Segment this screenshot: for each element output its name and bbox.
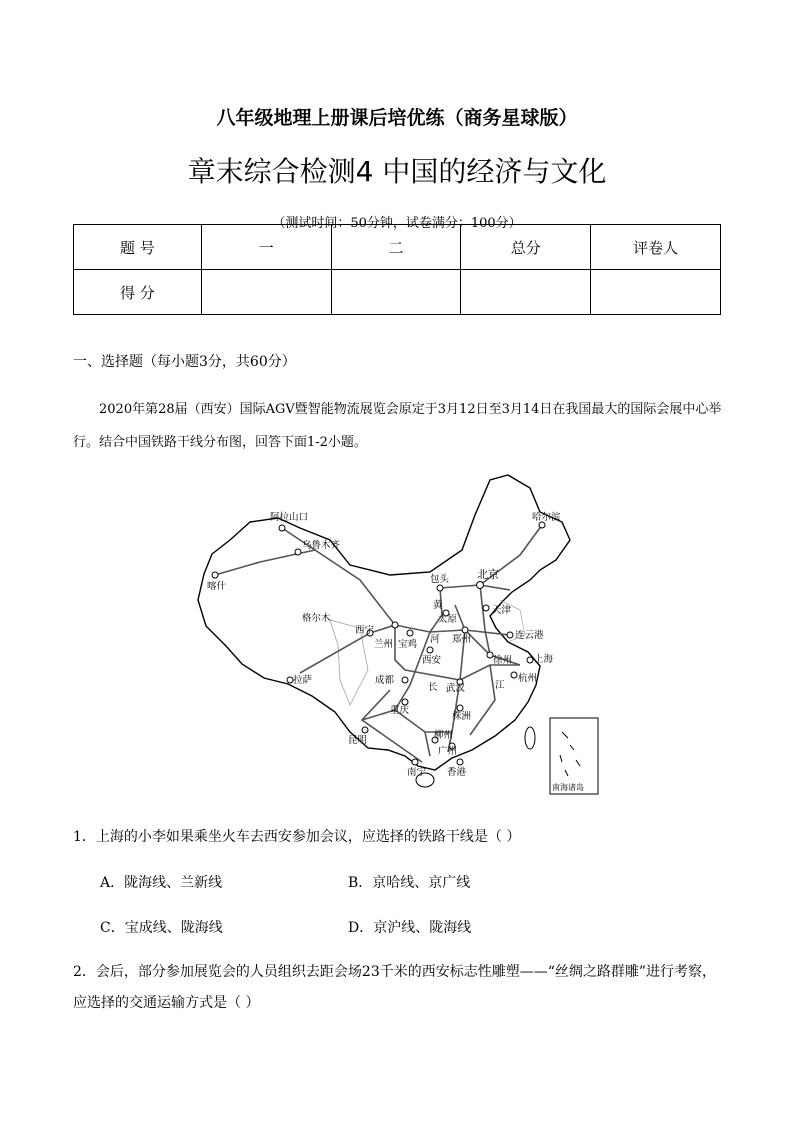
inset-label: 南海诸岛 xyxy=(552,783,584,792)
option-a[interactable]: A．陇海线、兰新线 xyxy=(100,875,223,891)
china-outline xyxy=(198,475,570,770)
city-label: 西宁 xyxy=(355,625,375,636)
table-row xyxy=(74,225,721,270)
city-label: 徐州 xyxy=(493,655,513,666)
city-label: 杭州 xyxy=(518,673,538,684)
page-title: 章末综合检测4 中国的经济与文化 xyxy=(187,155,607,188)
city-label: 宝鸡 xyxy=(398,639,418,650)
city-label: 上海 xyxy=(534,654,554,665)
score-input-cell[interactable] xyxy=(461,270,591,315)
city-label: 成都 xyxy=(375,675,395,686)
region-char: 江 xyxy=(495,680,505,691)
score-input-cell[interactable] xyxy=(201,270,331,315)
region-char: 黄 xyxy=(433,600,443,611)
city-label: 广州 xyxy=(438,746,458,757)
region-char: 河 xyxy=(430,634,440,645)
city-label: 柳州 xyxy=(434,730,454,741)
score-table xyxy=(73,224,721,315)
table-cell: 二 xyxy=(331,225,461,270)
city-label: 乌鲁木齐 xyxy=(302,540,341,551)
city-label: 连云港 xyxy=(515,630,544,641)
city-label: 阿拉山口 xyxy=(270,512,309,523)
city-label: 武汉 xyxy=(446,683,466,694)
city-label: 拉萨 xyxy=(293,675,313,686)
city-label: 天津 xyxy=(492,605,512,616)
table-cell: 得 分 xyxy=(74,270,202,315)
score-input-cell[interactable] xyxy=(331,270,461,315)
city-label: 哈尔滨 xyxy=(532,512,561,523)
city-label: 太原 xyxy=(438,614,458,625)
city-label: 包头 xyxy=(430,574,450,585)
city-label: 郑州 xyxy=(452,634,472,645)
city-label: 北京 xyxy=(477,568,499,581)
city-labels xyxy=(207,511,561,778)
south-sea-inset xyxy=(550,718,598,794)
city-label: 重庆 xyxy=(390,705,410,716)
city-label: 南宁 xyxy=(407,767,427,778)
option-c[interactable]: C．宝成线、陇海线 xyxy=(100,920,223,936)
score-input-cell[interactable] xyxy=(591,270,721,315)
question-1-stem: 1．上海的小李如果乘坐火车去西安参加会议，应选择的铁路干线是（ ） xyxy=(73,829,521,845)
option-d[interactable]: D．京沪线、陇海线 xyxy=(348,920,472,936)
city-label: 喀什 xyxy=(207,581,227,592)
city-label: 格尔木 xyxy=(302,613,331,624)
region-char: 长 xyxy=(428,682,438,693)
subtitle: 八年级地理上册课后培优练（商务星球版） xyxy=(216,107,578,129)
table-cell: 一 xyxy=(201,225,331,270)
table-cell: 总分 xyxy=(461,225,591,270)
city-label: 香港 xyxy=(447,767,467,778)
table-cell: 评卷人 xyxy=(591,225,721,270)
option-b[interactable]: B．京哈线、京广线 xyxy=(348,875,471,891)
city-label: 昆明 xyxy=(348,735,368,746)
section-heading: 一、选择题（每小题3分，共60分） xyxy=(73,354,296,370)
city-label: 西安 xyxy=(422,655,442,666)
city-label: 兰州 xyxy=(374,639,394,650)
question-2-stem-cont: 应选择的交通运输方式是（ ） xyxy=(73,995,260,1011)
intro-paragraph: 2020年第28届（西安）国际AGV暨智能物流展览会原定于3月12日至3月14日在我国最大的国际会展中心举行。结合中国铁路干线分布图，回答下面1-2小题。 xyxy=(73,402,722,450)
city-label: 株洲 xyxy=(452,711,472,722)
time-info: （测试时间：50分钟，试卷满分：100分） xyxy=(272,216,522,231)
table-cell: 题 号 xyxy=(74,225,202,270)
railway-map xyxy=(190,470,600,800)
table-row xyxy=(74,270,721,315)
question-2-stem: 2．会后，部分参加展览会的人员组织去距会场23千米的西安标志性雕塑——“丝绸之路群雕”进行考察， xyxy=(73,964,717,980)
